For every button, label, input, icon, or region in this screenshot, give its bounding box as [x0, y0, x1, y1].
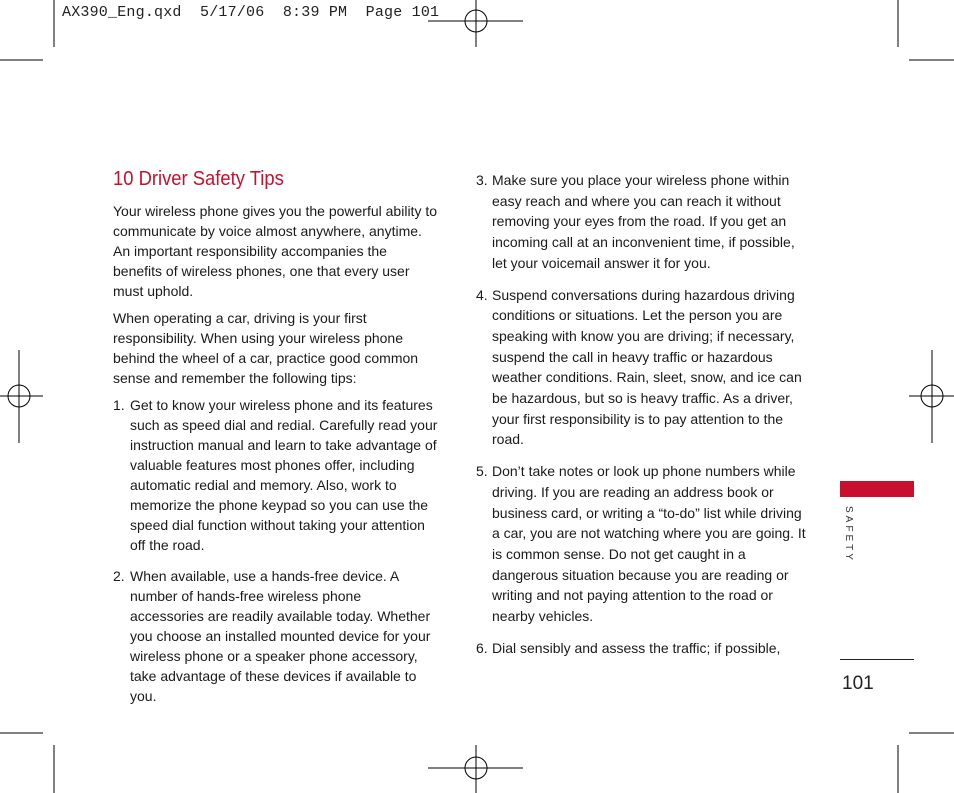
tip-text: When available, use a hands-free device. A number of hands-free wireless phone accessories are readily available today. Whether you choose an installed mounted device for your wireless phone or a speaker phone accessory, take advantage of these devices if available to you.: [130, 568, 431, 704]
section-tab-bar: [840, 481, 914, 497]
tip-number: 3.: [476, 172, 488, 188]
print-slug: AX390_Eng.qxd 5/17/06 8:39 PM Page 101: [62, 4, 440, 21]
tip-text: Dial sensibly and assess the traffic; if possible,: [492, 639, 781, 656]
tip-number: 1.: [113, 397, 125, 413]
tip-number: 5.: [476, 463, 488, 480]
page-title: 10 Driver Safety Tips: [113, 168, 284, 190]
right-column: [476, 170, 806, 669]
tip-text: Don’t take notes or look up phone numbers while driving. If you are reading an address book or business card, or writing a “to-do” list while driving a car, you are not watching where you are going. It is common sense. Do not get caught in a dangerous situation because you are reading or writing and not paying attention to the road or nearby vehicles.: [492, 463, 806, 625]
tip-text: Suspend conversations during hazardous driving conditions or situations. Let the person you are speaking with know you are driving; if necessary, suspend the call in heavy traffic or hazardous weather conditions. Rain, sleet, snow, and ice can be hazardous, but so is heavy traffic. As a driver, your first responsibility is to pay attention to the road.: [492, 286, 802, 448]
page-number: 101: [842, 673, 874, 694]
tip-number: 4.: [476, 286, 488, 303]
left-column: [113, 201, 438, 717]
tip-text: Make sure you place your wireless phone within easy reach and where you can reach it without removing your eyes from the road. If you get an incoming call at an inconvenient time, if possible, let your voicemail answer it for you.: [492, 172, 795, 271]
registration-mark-icon: [428, 0, 523, 47]
registration-mark-icon: [428, 745, 523, 793]
tip-number: 6.: [476, 639, 488, 656]
tip-item: [476, 285, 806, 451]
tip-item: [476, 638, 806, 659]
registration-mark-icon: [0, 350, 43, 443]
tip-item: [113, 566, 438, 706]
page-number-rule: [840, 659, 914, 660]
tip-number: 2.: [113, 568, 125, 584]
intro-paragraph: When operating a car, driving is your first responsibility. When using your wireless phone behind the wheel of a car, practice good common sense and remember the following tips:: [113, 310, 419, 386]
section-tab-label: SAFETY: [843, 506, 854, 563]
tip-item: [113, 395, 438, 555]
registration-mark-icon: [909, 350, 954, 443]
tip-item: [476, 461, 806, 627]
tip-item: [476, 170, 806, 274]
intro-paragraph: Your wireless phone gives you the powerful ability to communicate by voice almost anywhere, anytime. An important responsibility accompanies the benefits of wireless phones, one that every user must uphold.: [113, 203, 438, 299]
tip-text: Get to know your wireless phone and its features such as speed dial and redial. Carefully read your instruction manual and learn to take advantage of valuable features most phones offer, including automatic redial and memory. Also, work to memorize the phone keypad so you can use the speed dial function without taking your attention off the road.: [130, 397, 438, 553]
